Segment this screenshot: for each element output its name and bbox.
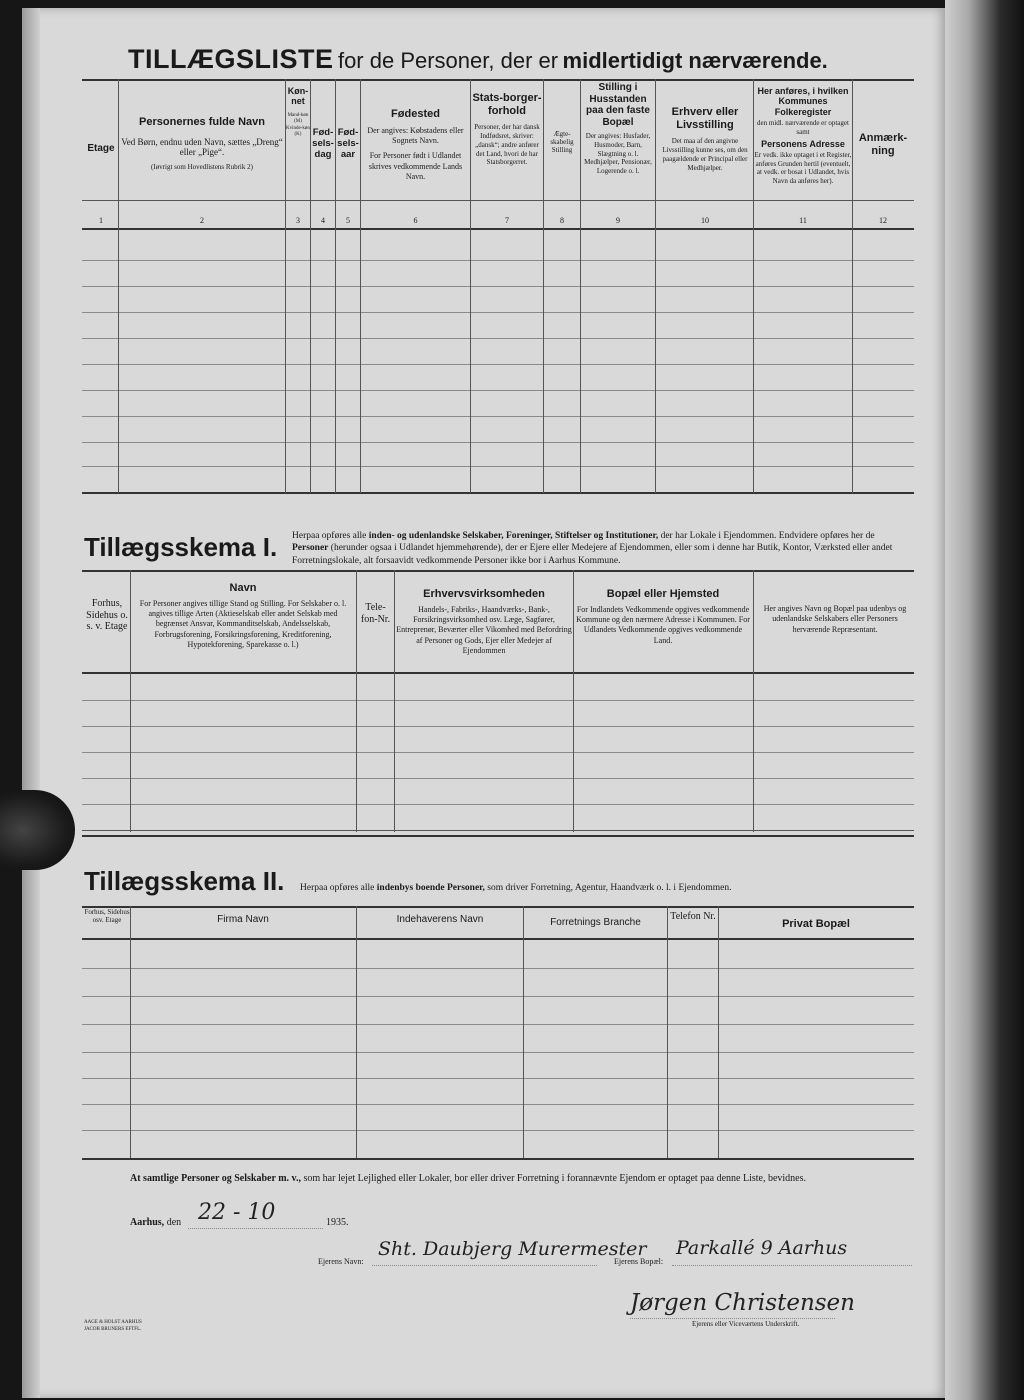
page-spine	[22, 8, 40, 1398]
s2-col-branche: Forretnings Branche	[550, 917, 641, 928]
printer-mark: AAGE & HOLST AARHUS JACOB BRUNERS EFTFL.	[84, 1320, 142, 1332]
title-rest-1: for de Personer, der er	[337, 48, 559, 73]
col-num: 1	[99, 216, 103, 225]
page-title	[128, 44, 828, 75]
signature-handwritten: Jørgen Christensen	[630, 1290, 855, 1316]
col-household-header: Stilling i Husstanden paa den faste Bopæl Der angives: Husfader, Husmoder, Barn, Slægtning o. l. Medhjælper, Pensionær, Logerende o. l.	[584, 82, 652, 175]
owner-address-label: Ejerens Bopæl:	[614, 1257, 664, 1266]
col-num: 2	[200, 216, 204, 225]
col-num: 11	[799, 216, 807, 225]
col-register-header: Her anføres, i hvilken Kommunes Folkeregister den midl. nærværende er optaget samt Personens Adresse Er vedk. ikke optaget i et Register, anføres Grunden hertil (eventuelt, at vedk. er bosat i Udlandet, hvis Navn da anføres her).	[754, 86, 852, 186]
col-num: 4	[321, 216, 325, 225]
s2-col-telefon: Telefon Nr.	[670, 911, 716, 922]
year: 1935.	[326, 1217, 349, 1228]
skema2-intro: Herpaa opføres alle indenbys boende Personer, som driver Forretning, Agentur, Haandværk o. l. i Ejendommen.	[300, 883, 732, 893]
s2-col-firma: Firma Navn	[217, 914, 269, 925]
col-name-header: Personernes fulde Navn Ved Børn, endnu uden Navn, sættes „Dreng“ eller „Pige“. (Iøvrigt som Hovedlistens Rubrik 2)	[121, 116, 283, 172]
col-num: 10	[701, 216, 709, 225]
col-marital-header: Ægte-skabelig Stilling	[550, 130, 574, 155]
col-num: 12	[879, 216, 887, 225]
col-birthday-header: Fød-sels-dag	[312, 127, 334, 160]
signature-label: Ejerens eller Viceværtens Underskrift.	[692, 1320, 800, 1328]
col-gender-header: Køn-net Mand-køn (M) Kvinde-køn (K)	[286, 86, 310, 138]
date-line: Aarhus, den	[130, 1217, 182, 1228]
skema1-intro: Herpaa opføres alle inden- og udenlandske Selskaber, Foreninger, Stiftelser og Institutioner, der har Lokale i Ejendommen. Endvidere opføres her de Personer (herunder ogsaa i Udlandet hjemmehørende), der er Ejere eller Medejere af Ejendommen, eller som i denne har Butik, Kontor, Værksted eller andet Forretningslokale, alt forsaavidt vedkommende Personer ikke bor i Aarhus Kommune.	[292, 531, 893, 566]
owner-name-label: Ejerens Navn:	[318, 1257, 364, 1266]
col-num: 5	[346, 216, 350, 225]
s2-col-etage: Forhus, Sidehus osv. Etage	[84, 908, 130, 925]
s1-col-bopael: Bopæl eller Hjemsted For Indlandets Vedkommende opgives vedkommende Kommune og den nærmere Adresse i Kommunen. For Udlandets Vedkommende opgives vedkommende Land.	[576, 588, 750, 645]
col-birthyear-header: Fød-sels-aar	[337, 127, 359, 160]
s2-col-indehaver: Indehaverens Navn	[396, 914, 484, 925]
page-edge	[945, 0, 1024, 1400]
s1-col-navn: Navn For Personer angives tillige Stand og Stilling. For Selskaber o. l. angives tillige Arten (Aktieselskab eller andet Selskab med begrænset Ansvar, Kommanditselskab, Andelsselskab, Forbrugsforening, Forsikringsforening, Kreditforening, Hypotekforening, Sparekasse o. l.)	[139, 582, 347, 650]
s1-col-repr: Her angives Navn og Bopæl paa udenbys og udenlandske Selskabers eller Personers herværende Repræsentant.	[763, 604, 907, 634]
skema1-title: Tillægsskema I.	[84, 532, 278, 562]
skema2-title: Tillægsskema II.	[84, 866, 285, 896]
col-num: 3	[296, 216, 300, 225]
col-num: 7	[505, 216, 509, 225]
s1-col-erhverv: Erhvervsvirksomheden Handels-, Fabriks-, Haandværks-, Bank-, Forsikringsvirksomhed osv. Læge, Sagfører, Entreprenør, Beværter eller Vikomhed med Befordring af Personer og Gods, Ejer eller Medejer af Ejendommen	[396, 588, 572, 656]
col-num: 9	[616, 216, 620, 225]
col-occupation-header: Erhverv eller Livsstilling Det maa af den angivne Livsstilling kunne ses, om den paagældende er Principal eller Medhjælper.	[662, 106, 748, 172]
col-remark-header: Anmærk-ning	[858, 132, 908, 157]
s2-col-bopael: Privat Bopæl	[782, 918, 850, 930]
col-birthplace-header: Fødested Der angives: Købstadens eller Sognets Navn. For Personer født i Udlandet skrives vedkommende Lands Navn.	[367, 108, 464, 182]
certification-text: At samtlige Personer og Selskaber m. v., som har lejet Lejlighed eller Lokaler, bor eller driver Forretning i forannævnte Ejendom er optaget paa denne Liste, bevidnes.	[130, 1173, 806, 1184]
s1-col-etage: Forhus, Sidehus o. s. v. Etage	[86, 598, 128, 632]
col-etage-header: Etage	[87, 143, 115, 154]
col-citizenship-header: Stats-borger-forhold Personer, der har dansk Indfødsret, skriver: „dansk“; andre anfører det Land, hvori de har Statsborgerret.	[472, 92, 542, 167]
date-handwritten: 22 - 10	[198, 1200, 276, 1225]
title-rest-2: midlertidigt nærværende.	[562, 48, 828, 73]
title-bold: TILLÆGSLISTE	[128, 44, 334, 74]
col-num: 8	[560, 216, 564, 225]
owner-name-handwritten: Sht. Daubjerg Murermester	[378, 1238, 647, 1260]
col-num: 6	[413, 216, 418, 225]
s1-col-telefon: Tele-fon-Nr.	[360, 602, 391, 625]
owner-address-handwritten: Parkallé 9 Aarhus	[676, 1237, 848, 1259]
